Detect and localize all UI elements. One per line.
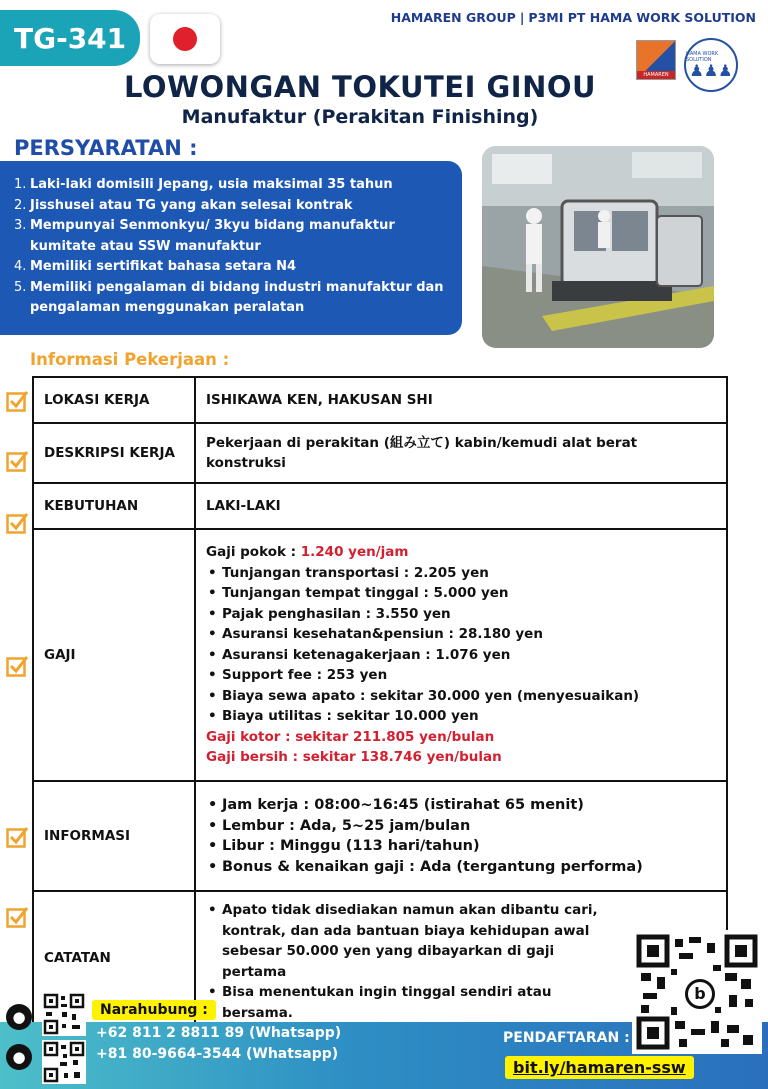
requirements-list [14,175,450,319]
checkbox-checked-icon [6,390,28,412]
value-informasi [195,781,727,891]
label-gaji: GAJI [33,529,195,781]
requirement-item [14,257,450,278]
requirements-box [0,161,462,335]
req-text: Jisshusei atau TG yang akan selesai kontrak [30,197,353,213]
job-code: TG-341 [14,21,127,55]
checkbox-checked-icon [6,512,28,534]
list-item: • Support fee : 253 yen [206,665,716,686]
phone-number-2[interactable]: +81 80-9664-3544 (Whatsapp) [96,1046,339,1062]
factory-photo-illustration [482,146,714,348]
label-catatan: CATATAN [33,891,195,1024]
value-kebutuhan: LAKI-LAKI [195,483,727,529]
label-lokasi: LOKASI KERJA [33,377,195,423]
contact-qr-code-2[interactable] [42,1040,86,1084]
job-info-table [32,376,728,1025]
registration-label: PENDAFTARAN : [503,1030,630,1046]
checkbox-checked-icon [6,826,28,848]
list-item: • Libur : Minggu (113 hari/tahun) [206,836,716,857]
requirement-item [14,175,450,196]
job-info-heading: Informasi Pekerjaan : [30,350,230,369]
value-deskripsi: Pekerjaan di perakitan (組み立て) kabin/kemudi alat berat konstruksi [195,423,727,483]
checkbox-checked-icon [6,655,28,677]
list-item: • Tunjangan transportasi : 2.205 yen [206,563,716,584]
catatan-list [206,900,616,1023]
informasi-list [206,795,716,877]
company-separator: | [519,10,525,25]
company-left: HAMAREN GROUP [390,10,516,25]
company-right: P3MI PT HAMA WORK SOLUTION [528,10,756,25]
gaji-pokok [206,542,716,563]
table-row-lokasi [33,377,727,423]
checkbox-checked-icon [6,450,28,472]
list-item: • Asuransi ketenagakerjaan : 1.076 yen [206,645,716,666]
checkbox-checked-icon [6,906,28,928]
gaji-pokok-value: 1.240 yen/jam [300,544,409,561]
label-deskripsi: DESKRIPSI KERJA [33,423,195,483]
person-icon: ● [6,1004,32,1030]
page-subtitle: Manufaktur (Perakitan Finishing) [181,106,539,128]
requirement-item [14,196,450,217]
req-num: 4. [14,259,27,274]
registration-link[interactable]: bit.ly/hamaren-ssw [505,1056,694,1079]
hama-logo-text: HAMA WORK SOLUTION [686,51,719,63]
contact-qr-code-1[interactable] [42,992,86,1036]
value-gaji [195,529,727,781]
list-item: • Jam kerja : 08:00~16:45 (istirahat 65 menit) [206,795,716,816]
page-title: LOWONGAN TOKUTEI GINOU [123,70,597,104]
company-names [391,10,756,25]
req-text: Memiliki sertifikat bahasa setara N4 [30,259,297,274]
list-item: • Apato tidak disediakan namun akan dibantu cari, kontrak, dan ada bantuan biaya kehidupan awal sebesar 50.000 yen yang dibayarkan di gaji pertama [206,900,616,982]
requirement-item [14,216,450,257]
req-num: 2. [14,197,27,213]
label-informasi: INFORMASI [33,781,195,891]
job-code-badge [0,10,140,66]
list-item: • Biaya sewa apato : sekitar 30.000 yen (menyesuaikan) [206,686,716,707]
table-row-gaji [33,529,727,781]
req-num: 5. [14,279,27,295]
japan-flag-icon [150,14,220,64]
list-item: • Lembur : Ada, 5~25 jam/bulan [206,816,716,837]
gaji-bersih: Gaji bersih : sekitar 138.746 yen/bulan [206,749,502,766]
factory-photo [482,146,714,348]
table-row-informasi [33,781,727,891]
hamaren-logo-text: HAMAREN [637,71,675,79]
list-item: • Tunjangan tempat tinggal : 5.000 yen [206,583,716,604]
person-icon: ● [6,1044,32,1070]
list-item: • Bonus & kenaikan gaji : Ada (tergantung performa) [206,857,716,878]
value-lokasi: ISHIKAWA KEN, HAKUSAN SHI [195,377,727,423]
requirement-item [14,278,450,319]
contact-label: Narahubung : [92,1000,216,1020]
bitly-icon: b [685,979,715,1009]
registration-qr-code[interactable] [632,930,762,1054]
req-num: 1. [14,177,27,192]
list-item: • Biaya utilitas : sekitar 10.000 yen [206,706,716,727]
table-row-kebutuhan [33,483,727,529]
req-text: Memiliki pengalaman di bidang industri manufaktur dan pengalaman menggunakan peralatan [30,279,444,315]
list-item: • Pajak penghasilan : 3.550 yen [206,604,716,625]
flag-sun [173,27,197,51]
table-row-deskripsi [33,423,727,483]
list-item: • Bisa menentukan ingin tinggal sendiri atau bersama. [206,982,616,1023]
req-num: 3. [14,218,27,233]
gaji-list [206,563,716,727]
gaji-kotor: Gaji kotor : sekitar 211.805 yen/bulan [206,728,495,745]
label-kebutuhan: KEBUTUHAN [33,483,195,529]
list-item: • Asuransi kesehatan&pensiun : 28.180 yen [206,624,716,645]
gaji-pokok-label: Gaji pokok : [206,544,301,561]
requirements-heading: PERSYARATAN : [14,136,198,160]
people-icon: ♟♟♟ [689,61,733,80]
req-text: Laki-laki domisili Jepang, usia maksimal 35 tahun [30,177,393,192]
phone-number-1[interactable]: +62 811 2 8811 89 (Whatsapp) [96,1025,342,1041]
req-text: Mempunyai Senmonkyu/ 3kyu bidang manufaktur kumitate atau SSW manufaktur [30,218,395,254]
